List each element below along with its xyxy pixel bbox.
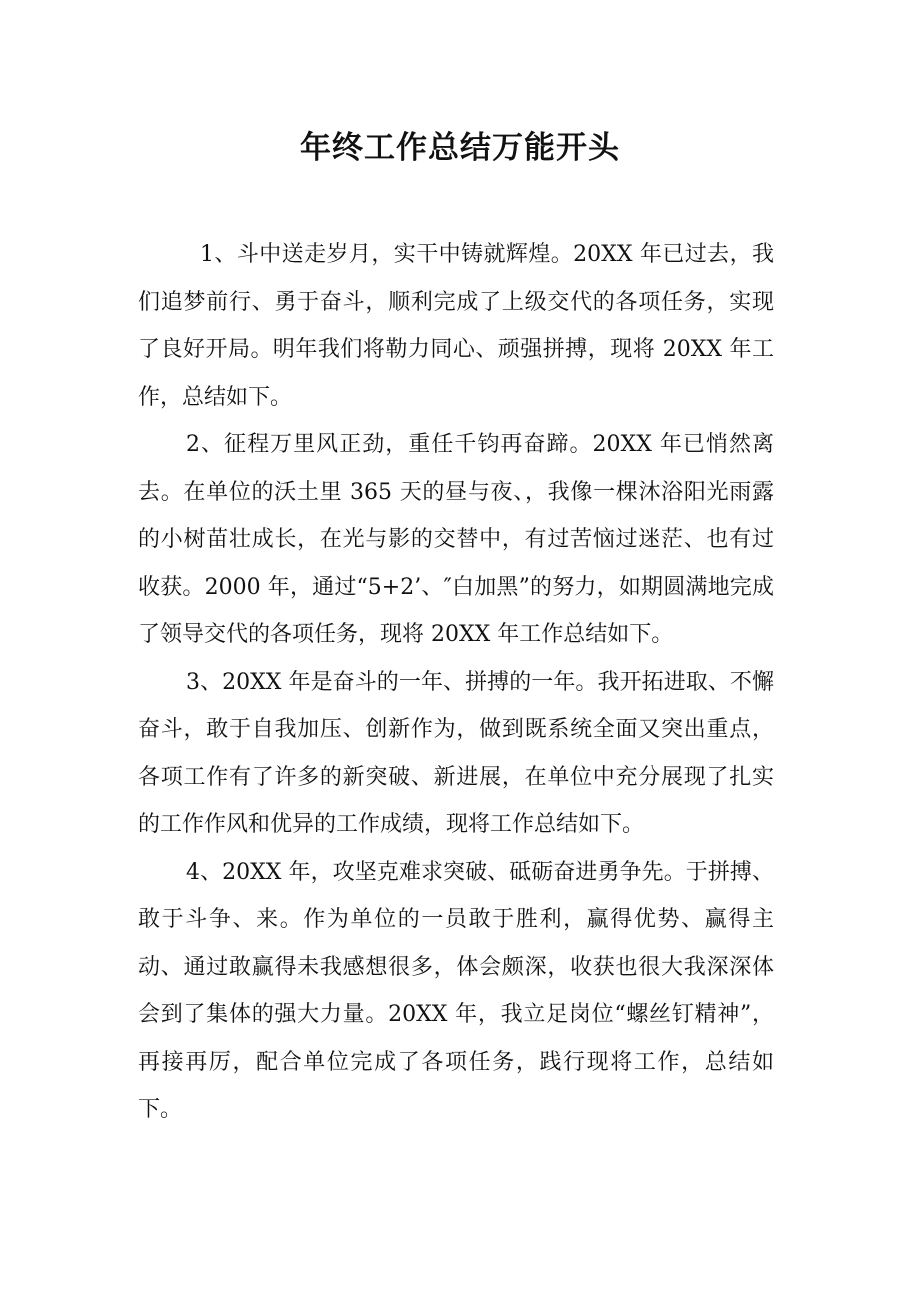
paragraph-3: 3、20XX 年是奋斗的一年、拼搏的一年。我开拓进取、不懈奋斗，敢于自我加压、创新作为，做到既系统全面又突出重点，各项工作有了许多的新突破、新进展，在单位中充分展现了扎实的工作作风和优异的工作成绩，现将工作总结如下。: [138, 669, 774, 837]
paragraph-1: 1、斗中送走岁月，实干中铸就辉煌。20XX 年已过去，我们追梦前行、勇于奋斗，顺利完成了上级交代的各项任务，实现了良好开局。明年我们将勒力同心、顽强拼搏，现将 20XX 年工作，总结如下。: [138, 242, 774, 410]
document-body: [138, 231, 774, 1134]
paragraph-4: 4、20XX 年，攻坚克难求突破、砥砺奋进勇争先。于拼搏、敢于斗争、来。作为单位的一员敢于胜利，赢得优势、赢得主动、通过敢赢得未我感想很多，体会颇深，收获也很大我深深体会到了集体的强大力量。20XX 年，我立足岗位“螺丝钉精神”，再接再厉，配合单位完成了各项任务，践行现将工作，总结如下。: [138, 859, 774, 1122]
paragraph-2: 2、征程万里风正劲，重任千钧再奋蹄。20XX 年已悄然离去。在单位的沃土里 365 天的昼与夜、，我像一棵沐浴阳光雨露的小树苗壮成长，在光与影的交替中，有过苦恼过迷茫、也有过收获。2000 年，通过“5+2’、″白加黑”的努力，如期圆满地完成了领导交代的各项任务，现将 20XX 年工作总结如下。: [138, 432, 774, 647]
document-title: 年终工作总结万能开头: [300, 130, 620, 166]
